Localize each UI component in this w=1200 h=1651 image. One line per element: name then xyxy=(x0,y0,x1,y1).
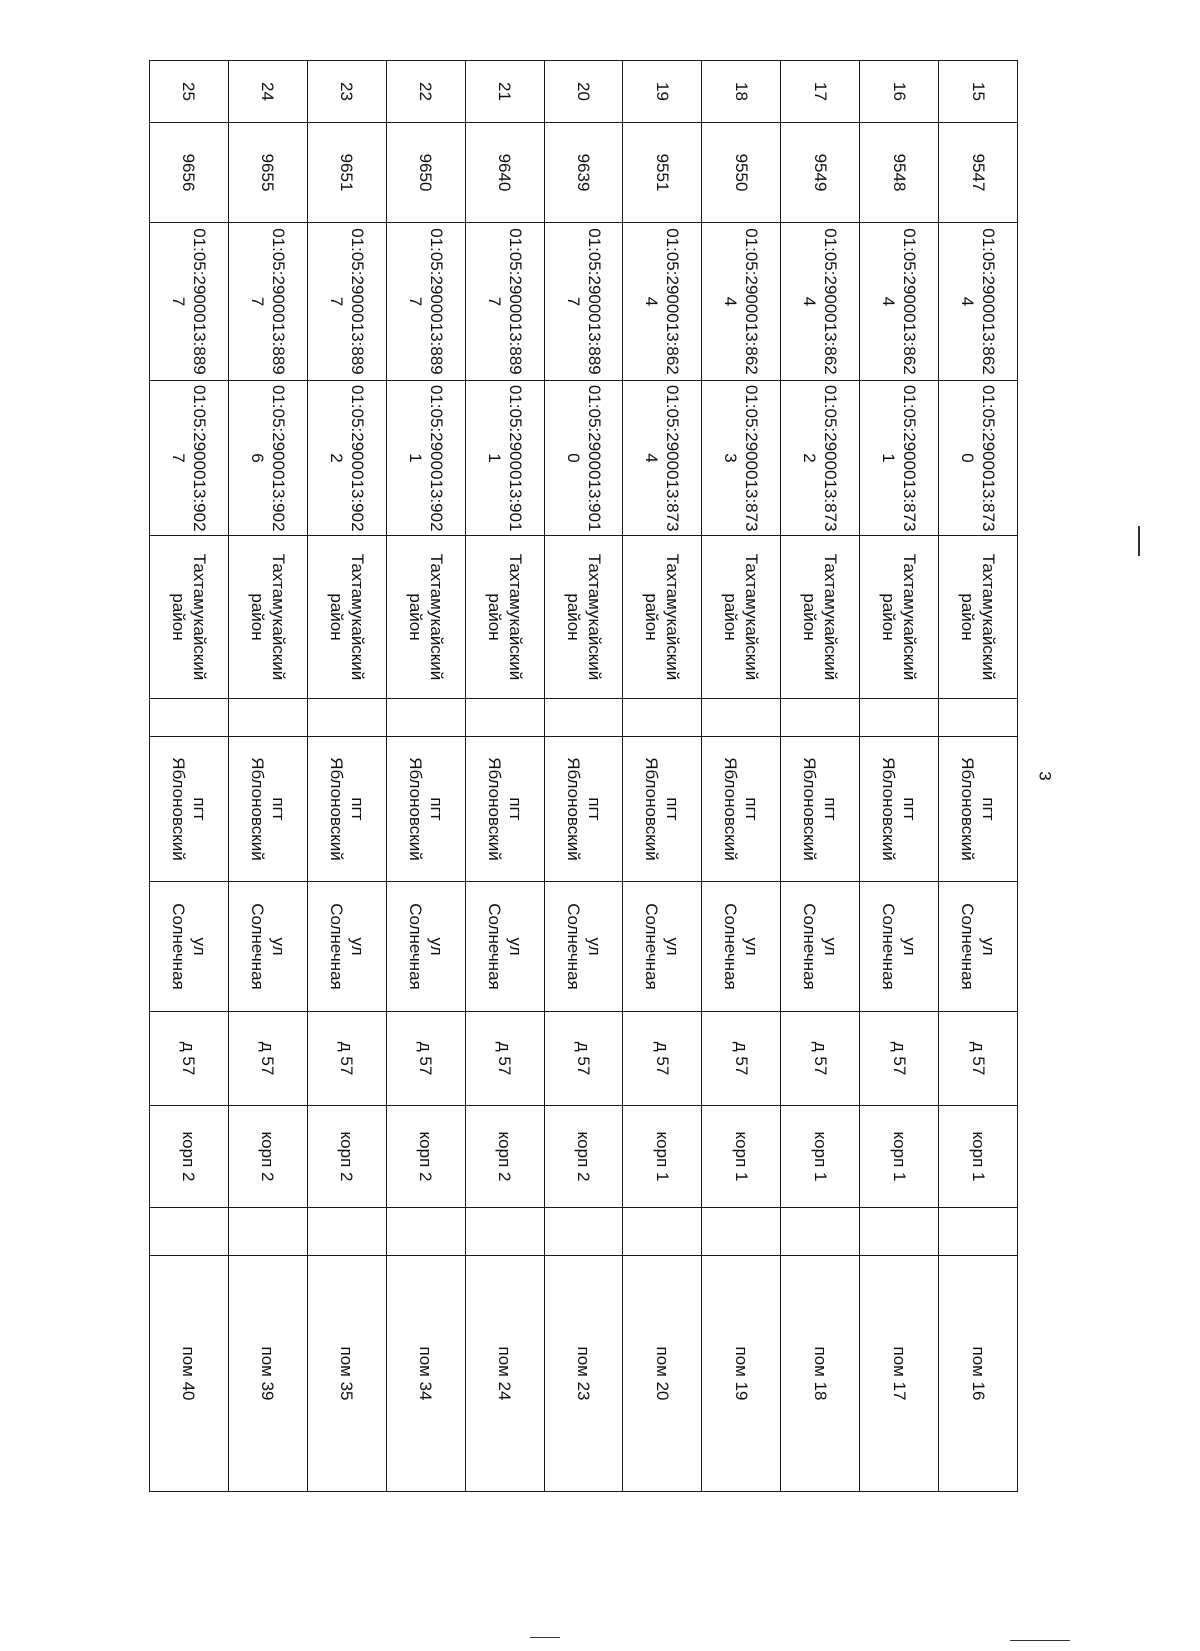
district-cell: Тахтамукайский район xyxy=(781,536,860,699)
settlement-cell: пгт Яблоновский xyxy=(623,737,702,882)
cadastral-number-cell: 01:05:2900013:873 1 xyxy=(860,381,939,536)
blank-cell xyxy=(465,699,544,737)
street-cell: ул Солнечная xyxy=(939,882,1018,1012)
row-number-cell: 23 xyxy=(307,61,386,123)
district-cell: Тахтамукайский район xyxy=(702,536,781,699)
parent-cadastral-cell: 01:05:2900013:889 7 xyxy=(386,223,465,381)
cadastral-number-cell: 01:05:2900013:902 1 xyxy=(386,381,465,536)
building-cell: корп 1 xyxy=(623,1106,702,1208)
row-number-cell: 21 xyxy=(465,61,544,123)
street-cell: ул Солнечная xyxy=(465,882,544,1012)
building-cell: корп 1 xyxy=(781,1106,860,1208)
district-cell: Тахтамукайский район xyxy=(307,536,386,699)
object-id-cell: 9640 xyxy=(465,123,544,223)
blank-cell xyxy=(307,1208,386,1256)
blank-cell xyxy=(150,1208,229,1256)
blank-cell xyxy=(623,699,702,737)
settlement-cell: пгт Яблоновский xyxy=(307,737,386,882)
object-id-cell: 9639 xyxy=(544,123,623,223)
blank-cell xyxy=(939,699,1018,737)
blank-cell xyxy=(781,1208,860,1256)
district-cell: Тахтамукайский район xyxy=(150,536,229,699)
house-cell: д 57 xyxy=(702,1012,781,1106)
blank-cell xyxy=(150,699,229,737)
street-cell: ул Солнечная xyxy=(228,882,307,1012)
district-cell: Тахтамукайский район xyxy=(623,536,702,699)
row-number-cell: 22 xyxy=(386,61,465,123)
room-cell: пом 19 xyxy=(702,1256,781,1492)
house-cell: д 57 xyxy=(781,1012,860,1106)
building-cell: корп 2 xyxy=(307,1106,386,1208)
row-number-cell: 15 xyxy=(939,61,1018,123)
room-cell: пом 20 xyxy=(623,1256,702,1492)
room-cell: пом 24 xyxy=(465,1256,544,1492)
building-cell: корп 2 xyxy=(544,1106,623,1208)
street-cell: ул Солнечная xyxy=(860,882,939,1012)
street-cell: ул Солнечная xyxy=(150,882,229,1012)
scan-mark xyxy=(1010,1640,1070,1641)
house-cell: д 57 xyxy=(150,1012,229,1106)
parent-cadastral-cell: 01:05:2900013:889 7 xyxy=(228,223,307,381)
parent-cadastral-cell: 01:05:2900013:889 7 xyxy=(465,223,544,381)
room-cell: пом 16 xyxy=(939,1256,1018,1492)
blank-cell xyxy=(465,1208,544,1256)
blank-cell xyxy=(702,699,781,737)
cadastral-number-cell: 01:05:2900013:873 4 xyxy=(623,381,702,536)
table-row xyxy=(544,61,623,1492)
blank-cell xyxy=(228,699,307,737)
blank-cell xyxy=(939,1208,1018,1256)
building-cell: корп 1 xyxy=(860,1106,939,1208)
blank-cell xyxy=(386,699,465,737)
parent-cadastral-cell: 01:05:2900013:862 4 xyxy=(623,223,702,381)
row-number-cell: 16 xyxy=(860,61,939,123)
row-number-cell: 24 xyxy=(228,61,307,123)
blank-cell xyxy=(544,1208,623,1256)
rotated-table-frame xyxy=(149,60,1018,1491)
parent-cadastral-cell: 01:05:2900013:862 4 xyxy=(860,223,939,381)
district-cell: Тахтамукайский район xyxy=(860,536,939,699)
street-cell: ул Солнечная xyxy=(307,882,386,1012)
district-cell: Тахтамукайский район xyxy=(386,536,465,699)
object-id-cell: 9548 xyxy=(860,123,939,223)
row-number-cell: 19 xyxy=(623,61,702,123)
cadastral-number-cell: 01:05:2900013:901 1 xyxy=(465,381,544,536)
blank-cell xyxy=(386,1208,465,1256)
cadastral-number-cell: 01:05:2900013:902 2 xyxy=(307,381,386,536)
cadastral-number-cell: 01:05:2900013:873 3 xyxy=(702,381,781,536)
parent-cadastral-cell: 01:05:2900013:889 7 xyxy=(307,223,386,381)
object-id-cell: 9547 xyxy=(939,123,1018,223)
row-number-cell: 17 xyxy=(781,61,860,123)
blank-cell xyxy=(307,699,386,737)
building-cell: корп 2 xyxy=(386,1106,465,1208)
table-row xyxy=(228,61,307,1492)
building-cell: корп 1 xyxy=(702,1106,781,1208)
object-id-cell: 9650 xyxy=(386,123,465,223)
table-row xyxy=(150,61,229,1492)
house-cell: д 57 xyxy=(544,1012,623,1106)
room-cell: пом 34 xyxy=(386,1256,465,1492)
street-cell: ул Солнечная xyxy=(781,882,860,1012)
district-cell: Тахтамукайский район xyxy=(544,536,623,699)
room-cell: пом 40 xyxy=(150,1256,229,1492)
blank-cell xyxy=(781,699,860,737)
street-cell: ул Солнечная xyxy=(386,882,465,1012)
object-id-cell: 9656 xyxy=(150,123,229,223)
page-number: 3 xyxy=(1035,771,1055,781)
blank-cell xyxy=(860,699,939,737)
cadastral-number-cell: 01:05:2900013:902 7 xyxy=(150,381,229,536)
table-row xyxy=(781,61,860,1492)
object-id-cell: 9655 xyxy=(228,123,307,223)
house-cell: д 57 xyxy=(939,1012,1018,1106)
settlement-cell: пгт Яблоновский xyxy=(860,737,939,882)
table-row xyxy=(465,61,544,1492)
table-row xyxy=(623,61,702,1492)
house-cell: д 57 xyxy=(307,1012,386,1106)
row-number-cell: 25 xyxy=(150,61,229,123)
room-cell: пом 35 xyxy=(307,1256,386,1492)
settlement-cell: пгт Яблоновский xyxy=(465,737,544,882)
settlement-cell: пгт Яблоновский xyxy=(939,737,1018,882)
blank-cell xyxy=(544,699,623,737)
parent-cadastral-cell: 01:05:2900013:862 4 xyxy=(781,223,860,381)
room-cell: пом 17 xyxy=(860,1256,939,1492)
street-cell: ул Солнечная xyxy=(544,882,623,1012)
parent-cadastral-cell: 01:05:2900013:862 4 xyxy=(939,223,1018,381)
settlement-cell: пгт Яблоновский xyxy=(544,737,623,882)
row-number-cell: 18 xyxy=(702,61,781,123)
building-cell: корп 1 xyxy=(939,1106,1018,1208)
property-register-table xyxy=(149,60,1018,1492)
settlement-cell: пгт Яблоновский xyxy=(228,737,307,882)
cadastral-number-cell: 01:05:2900013:901 0 xyxy=(544,381,623,536)
row-number-cell: 20 xyxy=(544,61,623,123)
blank-cell xyxy=(860,1208,939,1256)
district-cell: Тахтамукайский район xyxy=(465,536,544,699)
blank-cell xyxy=(623,1208,702,1256)
cadastral-number-cell: 01:05:2900013:902 6 xyxy=(228,381,307,536)
district-cell: Тахтамукайский район xyxy=(939,536,1018,699)
object-id-cell: 9651 xyxy=(307,123,386,223)
settlement-cell: пгт Яблоновский xyxy=(150,737,229,882)
scan-mark xyxy=(1138,526,1140,556)
settlement-cell: пгт Яблоновский xyxy=(702,737,781,882)
cadastral-number-cell: 01:05:2900013:873 2 xyxy=(781,381,860,536)
table-row xyxy=(307,61,386,1492)
parent-cadastral-cell: 01:05:2900013:889 7 xyxy=(150,223,229,381)
house-cell: д 57 xyxy=(386,1012,465,1106)
cadastral-number-cell: 01:05:2900013:873 0 xyxy=(939,381,1018,536)
parent-cadastral-cell: 01:05:2900013:889 7 xyxy=(544,223,623,381)
building-cell: корп 2 xyxy=(465,1106,544,1208)
table-row xyxy=(386,61,465,1492)
room-cell: пом 39 xyxy=(228,1256,307,1492)
object-id-cell: 9551 xyxy=(623,123,702,223)
room-cell: пом 23 xyxy=(544,1256,623,1492)
blank-cell xyxy=(228,1208,307,1256)
house-cell: д 57 xyxy=(228,1012,307,1106)
street-cell: ул Солнечная xyxy=(623,882,702,1012)
parent-cadastral-cell: 01:05:2900013:862 4 xyxy=(702,223,781,381)
register-body xyxy=(150,61,1018,1492)
table-row xyxy=(702,61,781,1492)
house-cell: д 57 xyxy=(623,1012,702,1106)
settlement-cell: пгт Яблоновский xyxy=(386,737,465,882)
blank-cell xyxy=(702,1208,781,1256)
settlement-cell: пгт Яблоновский xyxy=(781,737,860,882)
street-cell: ул Солнечная xyxy=(702,882,781,1012)
building-cell: корп 2 xyxy=(150,1106,229,1208)
room-cell: пом 18 xyxy=(781,1256,860,1492)
table-row xyxy=(860,61,939,1492)
house-cell: д 57 xyxy=(860,1012,939,1106)
scan-mark xyxy=(530,1637,560,1638)
object-id-cell: 9549 xyxy=(781,123,860,223)
table-row xyxy=(939,61,1018,1492)
house-cell: д 57 xyxy=(465,1012,544,1106)
object-id-cell: 9550 xyxy=(702,123,781,223)
building-cell: корп 2 xyxy=(228,1106,307,1208)
district-cell: Тахтамукайский район xyxy=(228,536,307,699)
